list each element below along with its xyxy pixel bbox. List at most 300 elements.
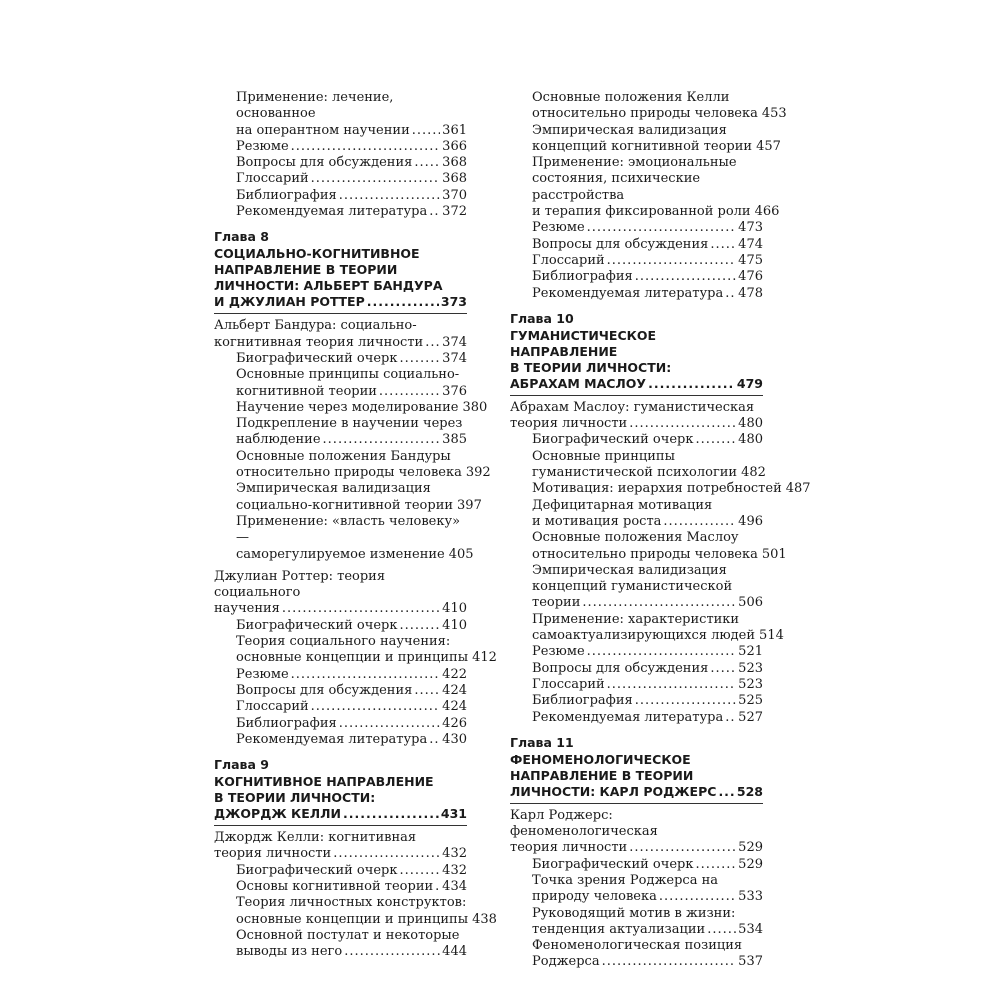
- toc-entry-title: относительно природы человека: [532, 546, 758, 562]
- chapter-heading: [510, 735, 763, 800]
- toc-entry[interactable]: [510, 155, 780, 220]
- page-number: 533: [738, 889, 763, 905]
- toc-entry-line: Основные принципы социально-: [236, 367, 460, 383]
- toc-entry-title: Рекомендуемая литература: [236, 731, 428, 747]
- toc-entry-last-line: [236, 732, 467, 748]
- toc-entry-title: основные концепции и принципы: [236, 650, 469, 666]
- toc-entry-title: относительно природы человека: [532, 106, 758, 122]
- dot-leader: [710, 237, 736, 253]
- dot-leader: [291, 667, 441, 683]
- toc-entry-last-line: [236, 497, 482, 514]
- toc-entry-title: относительно природы человека: [236, 465, 462, 481]
- toc-entry-last-line: [532, 286, 763, 302]
- toc-entry[interactable]: [214, 618, 467, 634]
- page-number: 424: [442, 699, 467, 715]
- toc-entry[interactable]: [510, 677, 763, 693]
- toc-entry-last-line: [510, 840, 763, 856]
- dot-leader: [425, 335, 440, 351]
- chapter-page-number: 528: [736, 783, 763, 799]
- toc-entry[interactable]: [214, 863, 467, 879]
- toc-entry[interactable]: [214, 351, 467, 367]
- toc-entry-last-line: [532, 595, 763, 611]
- toc-entry[interactable]: [214, 318, 467, 351]
- page-number: 432: [442, 846, 467, 862]
- toc-entry[interactable]: [214, 634, 497, 667]
- page-number: 501: [761, 546, 787, 562]
- chapter-title-line: КОГНИТИВНОЕ НАПРАВЛЕНИЕ: [214, 774, 434, 790]
- toc-entry[interactable]: [510, 693, 763, 709]
- toc-entry[interactable]: [214, 683, 467, 699]
- toc-entry-title: Глоссарий: [236, 171, 309, 187]
- dot-leader: [429, 204, 440, 220]
- toc-entry-last-line: [236, 546, 474, 563]
- toc-entry[interactable]: [214, 699, 467, 715]
- toc-entry[interactable]: [510, 432, 763, 448]
- chapter-heading: [214, 757, 467, 822]
- toc-entry[interactable]: [214, 830, 467, 863]
- page-number: 496: [738, 513, 763, 529]
- toc-entry-title: наблюдение: [236, 432, 321, 448]
- toc-entry-line: Эмпирическая валидизация: [532, 122, 727, 138]
- toc-entry-line: концепций гуманистической: [532, 579, 733, 595]
- toc-entry-line: Основные положения Бандуры: [236, 448, 451, 464]
- dot-leader: [344, 944, 440, 960]
- chapter-title-line: И ДЖУЛИАН РОТТЕР: [214, 294, 365, 310]
- toc-entry-last-line: [532, 269, 763, 285]
- chapter-title-line: ГУМАНИСТИЧЕСКОЕ НАПРАВЛЕНИЕ: [510, 327, 656, 359]
- chapter-label: Глава 8: [214, 229, 269, 245]
- dot-leader: [695, 432, 736, 448]
- chapter-label: Глава 10: [510, 310, 574, 326]
- toc-entry-title: Роджерса: [532, 954, 600, 970]
- dot-leader: [718, 784, 734, 800]
- dot-leader: [607, 253, 737, 269]
- toc-entry-title: Мотивация: иерархия потребностей: [532, 481, 782, 497]
- toc-entry[interactable]: [510, 498, 763, 531]
- page-number: 422: [442, 666, 467, 682]
- toc-entry[interactable]: [510, 938, 763, 971]
- dot-leader: [663, 514, 736, 530]
- toc-entry-title: концепций когнитивной теории: [532, 138, 753, 154]
- chapter-title-last-line: [214, 294, 467, 310]
- toc-entry[interactable]: [510, 448, 766, 482]
- dot-leader: [725, 286, 736, 302]
- chapter-title-line: НАПРАВЛЕНИЕ В ТЕОРИИ: [510, 767, 694, 783]
- page-number: 392: [465, 465, 491, 481]
- toc-entry-title: Резюме: [532, 644, 585, 660]
- chapter-title-last-line: [214, 806, 467, 822]
- page-number: 480: [738, 432, 763, 448]
- toc-entry[interactable]: [214, 90, 467, 139]
- toc-entry-last-line: [532, 710, 763, 726]
- chapter-label: Глава 9: [214, 757, 269, 773]
- toc-entry-title: Библиография: [532, 269, 633, 285]
- toc-entry-title: Научение через моделирование: [236, 399, 459, 415]
- toc-entry-last-line: [236, 465, 491, 481]
- toc-entry-title: Биографический очерк: [236, 617, 398, 633]
- toc-entry-last-line: [532, 465, 766, 481]
- toc-entry-title: Биографический очерк: [236, 350, 398, 366]
- toc-entry-line: Применение: эмоциональные: [532, 155, 737, 171]
- toc-entry-line: Абрахам Маслоу: гуманистическая: [510, 399, 755, 415]
- toc-entry-line: Применение: «власть человеку» —: [236, 513, 461, 546]
- toc-entry-line: состояния, психические расстройства: [532, 171, 701, 203]
- dot-leader: [607, 677, 737, 693]
- toc-entry-last-line: [532, 857, 763, 873]
- toc-entry-line: Подкрепление в научении через: [236, 416, 463, 432]
- page-number: 368: [442, 155, 467, 171]
- dot-leader: [414, 155, 440, 171]
- toc-entry-line: Теория социального научения:: [236, 634, 451, 650]
- dot-leader: [311, 171, 441, 187]
- toc-entry[interactable]: [214, 895, 497, 928]
- toc-entry[interactable]: [510, 611, 784, 645]
- toc-entry-last-line: [236, 944, 467, 960]
- toc-entry-last-line: [236, 171, 467, 187]
- dot-leader: [343, 806, 439, 822]
- page-number: 410: [442, 617, 467, 633]
- chapter-label: Глава 11: [510, 734, 574, 750]
- chapter-heading: [214, 229, 467, 310]
- toc-entry[interactable]: [214, 716, 467, 732]
- toc-entry-last-line: [532, 954, 763, 970]
- chapter-page-number: 431: [440, 806, 467, 822]
- toc-entry-last-line: [236, 432, 467, 448]
- toc-entry-title: Глоссарий: [532, 676, 605, 692]
- page-number: 473: [738, 220, 763, 236]
- toc-entry-line: Точка зрения Роджерса на: [532, 872, 718, 888]
- page-number: 361: [442, 122, 467, 138]
- page-number: 521: [738, 644, 763, 660]
- toc-entry-title: Основы когнитивной теории: [236, 878, 434, 894]
- toc-entry-last-line: [236, 683, 467, 699]
- chapter-rule: [510, 803, 763, 804]
- toc-column-right: [510, 90, 811, 971]
- toc-entry-last-line: [236, 204, 467, 220]
- toc-entry-title: когнитивная теория личности: [214, 334, 424, 350]
- toc-entry[interactable]: [510, 90, 787, 123]
- page-number: 478: [738, 285, 763, 301]
- page-number: 453: [761, 106, 787, 122]
- page-number: 430: [442, 731, 467, 747]
- toc-entry-last-line: [236, 155, 467, 171]
- toc-entry-title: и терапия фиксированной роли: [532, 204, 751, 220]
- dot-leader: [635, 693, 736, 709]
- page-number: 480: [738, 416, 763, 432]
- dot-leader: [659, 889, 736, 905]
- toc-entry[interactable]: [214, 204, 467, 220]
- toc-entry-title: гуманистической психологии: [532, 465, 738, 481]
- toc-entry-title: Рекомендуемая литература: [532, 285, 724, 301]
- dot-leader: [582, 595, 736, 611]
- page-number: 438: [472, 911, 497, 927]
- toc-entry-last-line: [532, 922, 763, 938]
- page-number: 466: [754, 204, 780, 220]
- toc-entry-line: Дефицитарная мотивация: [532, 497, 713, 513]
- dot-leader: [629, 416, 736, 432]
- toc-entry-last-line: [214, 335, 467, 351]
- page-number: 514: [759, 628, 784, 644]
- toc-entry-line: Основные положения Маслоу: [532, 530, 739, 546]
- toc-entry-title: Вопросы для обсуждения: [532, 236, 709, 252]
- toc-entry[interactable]: [214, 879, 467, 895]
- dot-leader: [629, 840, 736, 856]
- toc-entry-last-line: [236, 667, 467, 683]
- page-number: 537: [738, 954, 763, 970]
- page-number: 457: [756, 138, 781, 154]
- toc-entry-line: Основной постулат и некоторые: [236, 927, 460, 943]
- toc-entry-last-line: [236, 139, 467, 155]
- toc-entry-last-line: [532, 253, 763, 269]
- chapter-title-line: ЛИЧНОСТИ: КАРЛ РОДЖЕРС: [510, 783, 717, 799]
- page-number: 523: [738, 676, 763, 692]
- chapter-heading: [510, 311, 763, 392]
- toc-entry-title: тенденция актуализации: [532, 921, 706, 937]
- page-number: 374: [442, 334, 467, 350]
- toc-entry-last-line: [532, 237, 763, 253]
- page-number: 525: [738, 693, 763, 709]
- toc-entry[interactable]: [510, 286, 763, 302]
- page-number: 487: [785, 481, 811, 497]
- chapter-rule: [510, 395, 763, 396]
- dot-leader: [333, 846, 440, 862]
- page-number: 424: [442, 682, 467, 698]
- toc-entry[interactable]: [510, 710, 763, 726]
- toc-entry-title: Рекомендуемая литература: [532, 709, 724, 725]
- chapter-title-line: В ТЕОРИИ ЛИЧНОСТИ:: [510, 359, 672, 375]
- toc-entry-title: Библиография: [236, 715, 337, 731]
- dot-leader: [587, 644, 737, 660]
- dot-leader: [587, 220, 737, 236]
- toc-entry[interactable]: [510, 269, 763, 285]
- page-number: 368: [442, 171, 467, 187]
- toc-entry[interactable]: [510, 253, 763, 269]
- chapter-title-line: АБРАХАМ МАСЛОУ: [510, 375, 647, 391]
- dot-leader: [725, 710, 736, 726]
- toc-entry[interactable]: [510, 400, 763, 433]
- chapter-title-line: НАПРАВЛЕНИЕ В ТЕОРИИ: [214, 262, 398, 278]
- toc-entry[interactable]: [214, 513, 474, 563]
- toc-entry[interactable]: [214, 569, 467, 618]
- page-number: 474: [738, 236, 763, 252]
- toc-entry-title: теория личности: [214, 846, 332, 862]
- toc-entry-title: Вопросы для обсуждения: [236, 682, 413, 698]
- toc-entry-title: Глоссарий: [532, 252, 605, 268]
- toc-entry[interactable]: [510, 906, 763, 939]
- toc-entry-line: Джулиан Роттер: теория социального: [214, 568, 386, 601]
- toc-entry-last-line: [532, 514, 763, 530]
- toc-entry[interactable]: [510, 122, 781, 156]
- dot-leader: [695, 857, 736, 873]
- toc-entry-last-line: [214, 601, 467, 617]
- page-number: 410: [442, 601, 467, 617]
- page-number: 529: [738, 856, 763, 872]
- page-number: 506: [738, 595, 763, 611]
- toc-entry-line: Альберт Бандура: социально-: [214, 318, 417, 334]
- page-number: 475: [738, 252, 763, 268]
- toc-entry-title: Резюме: [532, 220, 585, 236]
- toc-entry-last-line: [532, 106, 787, 122]
- toc-entry[interactable]: [510, 857, 763, 873]
- page-number: 426: [442, 715, 467, 731]
- dot-leader: [291, 139, 441, 155]
- toc-entry-title: теория личности: [510, 840, 628, 856]
- toc-entry-last-line: [236, 188, 467, 204]
- chapter-title-line: ДЖОРДЖ КЕЛЛИ: [214, 806, 341, 822]
- toc-entry-last-line: [236, 384, 467, 400]
- chapter-title-line: ЛИЧНОСТИ: АЛЬБЕРТ БАНДУРА: [214, 278, 443, 294]
- toc-entry-title: выводы из него: [236, 944, 343, 960]
- dot-leader: [399, 863, 440, 879]
- page-number: 476: [738, 269, 763, 285]
- toc-entry[interactable]: [214, 367, 467, 400]
- toc-entry[interactable]: [214, 171, 467, 187]
- dot-leader: [648, 376, 735, 392]
- toc-entry-last-line: [532, 889, 763, 905]
- toc-entry-line: Основные принципы: [532, 448, 675, 464]
- chapter-page-number: 373: [440, 294, 467, 310]
- page-number: 523: [738, 660, 763, 676]
- toc-entry-last-line: [532, 661, 763, 677]
- toc-entry-title: на оперантном научении: [236, 122, 410, 138]
- toc-entry[interactable]: [510, 873, 763, 906]
- toc-entry[interactable]: [214, 416, 467, 449]
- toc-entry-last-line: [236, 911, 497, 928]
- page-number: 482: [741, 465, 766, 481]
- toc-entry-title: природу человека: [532, 889, 657, 905]
- page-number: 385: [442, 432, 467, 448]
- dot-leader: [602, 954, 737, 970]
- toc-entry-last-line: [532, 628, 784, 644]
- toc-entry-last-line: [236, 618, 467, 634]
- toc-entry-title: Резюме: [236, 666, 289, 682]
- toc-entry-title: Биографический очерк: [236, 862, 398, 878]
- toc-entry-last-line: [532, 138, 781, 155]
- page-number: 529: [738, 840, 763, 856]
- toc-entry[interactable]: [214, 448, 491, 482]
- dot-leader: [635, 269, 736, 285]
- toc-entry-title: теории: [532, 595, 581, 611]
- toc-entry[interactable]: [214, 928, 467, 961]
- dot-leader: [435, 879, 440, 895]
- toc-entry-last-line: [236, 699, 467, 715]
- toc-entry-last-line: [532, 693, 763, 709]
- toc-entry-line: Руководящий мотив в жизни:: [532, 905, 736, 921]
- chapter-page-number: 479: [736, 375, 763, 391]
- toc-entry[interactable]: [214, 188, 467, 204]
- toc-entry-title: Биографический очерк: [532, 432, 694, 448]
- toc-entry-title: научения: [214, 601, 280, 617]
- toc-entry-line: Основные положения Келли: [532, 90, 730, 105]
- toc-entry-title: Вопросы для обсуждения: [236, 155, 413, 171]
- toc-entry-title: Рекомендуемая литература: [236, 204, 428, 220]
- toc-entry-title: Глоссарий: [236, 699, 309, 715]
- toc-entry[interactable]: [214, 399, 488, 416]
- toc-entry[interactable]: [510, 661, 763, 677]
- toc-entry-title: социально-когнитивной теории: [236, 497, 454, 513]
- toc-entry-title: теория личности: [510, 416, 628, 432]
- page-number: 380: [462, 399, 488, 415]
- toc-entry[interactable]: [510, 220, 763, 236]
- toc-entry-title: Библиография: [236, 187, 337, 203]
- dot-leader: [379, 384, 440, 400]
- toc-entry-last-line: [532, 481, 811, 497]
- toc-entry[interactable]: [510, 481, 811, 497]
- toc-entry-line: Феноменологическая позиция: [532, 938, 743, 954]
- dot-leader: [399, 618, 440, 634]
- chapter-title-line: В ТЕОРИИ ЛИЧНОСТИ:: [214, 790, 376, 806]
- toc-entry-line: Применение: лечение, основанное: [236, 90, 394, 122]
- toc-entry-title: Библиография: [532, 693, 633, 709]
- toc-entry-last-line: [532, 432, 763, 448]
- toc-entry[interactable]: [510, 808, 763, 857]
- chapter-title-line: СОЦИАЛЬНО-КОГНИТИВНОЕ: [214, 246, 420, 262]
- page-number: 376: [442, 383, 467, 399]
- toc-entry-last-line: [236, 716, 467, 732]
- dot-leader: [339, 716, 440, 732]
- page-number: 444: [442, 944, 467, 960]
- dot-leader: [707, 922, 736, 938]
- toc-column-left: [214, 90, 497, 960]
- toc-entry-title: основные концепции и принципы: [236, 911, 469, 927]
- page-number: 374: [442, 350, 467, 366]
- toc-entry[interactable]: [510, 644, 763, 660]
- toc-entry-last-line: [236, 351, 467, 367]
- toc-entry-last-line: [214, 846, 467, 862]
- toc-entry[interactable]: [510, 237, 763, 253]
- toc-entry-line: Джордж Келли: когнитивная: [214, 830, 417, 846]
- toc-entry-last-line: [236, 879, 467, 895]
- toc-entry-title: и мотивация роста: [532, 513, 662, 529]
- toc-entry-title: саморегулируемое изменение: [236, 546, 445, 562]
- toc-entry-title: самоактуализирующихся людей: [532, 628, 756, 644]
- toc-entry-last-line: [236, 650, 497, 666]
- toc-entry-last-line: [532, 204, 780, 220]
- toc-entry-line: Применение: характеристики: [532, 611, 740, 627]
- page-number: 405: [448, 546, 474, 562]
- toc-entry[interactable]: [510, 563, 763, 612]
- dot-leader: [367, 294, 439, 310]
- toc-entry-last-line: [532, 220, 763, 236]
- chapter-rule: [214, 313, 467, 314]
- page-number: 412: [472, 650, 497, 666]
- toc-entry-last-line: [532, 546, 787, 563]
- chapter-rule: [214, 825, 467, 826]
- page-number: 366: [442, 138, 467, 154]
- toc-entry[interactable]: [214, 732, 467, 748]
- dot-leader: [412, 123, 440, 139]
- toc-entry[interactable]: [214, 481, 482, 514]
- toc-entry-title: Биографический очерк: [532, 856, 694, 872]
- toc-entry[interactable]: [214, 155, 467, 171]
- chapter-title-last-line: [510, 376, 763, 392]
- dot-leader: [710, 661, 736, 677]
- toc-entry-last-line: [510, 416, 763, 432]
- toc-entry-line: Эмпирическая валидизация: [532, 562, 727, 578]
- toc-entry-line: Карл Роджерс: феноменологическая: [510, 807, 658, 840]
- chapter-title-last-line: [510, 784, 763, 800]
- page-number: 527: [738, 709, 763, 725]
- toc-entry[interactable]: [510, 530, 787, 563]
- toc-entry[interactable]: [214, 139, 467, 155]
- toc-entry-title: Вопросы для обсуждения: [532, 660, 709, 676]
- dot-leader: [429, 732, 440, 748]
- page-number: 370: [442, 187, 467, 203]
- toc-entry[interactable]: [214, 667, 467, 683]
- dot-leader: [282, 601, 440, 617]
- page-number: 434: [442, 878, 467, 894]
- toc-entry-title: Резюме: [236, 138, 289, 154]
